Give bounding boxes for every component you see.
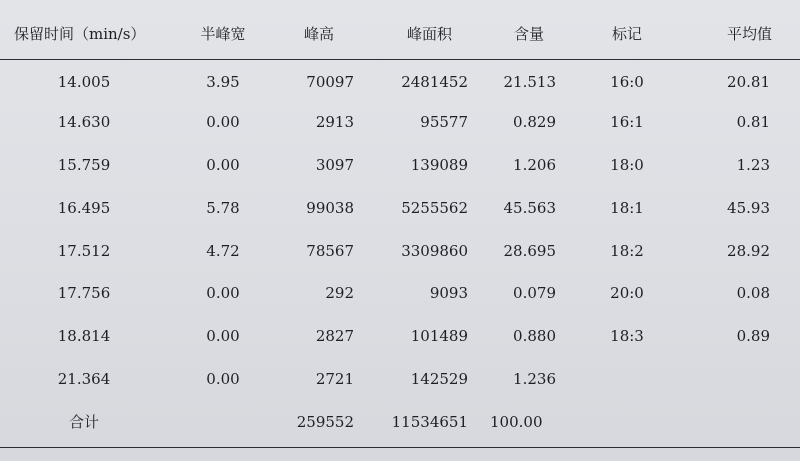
cell-half-peak-width: 0.00 — [206, 155, 240, 174]
cell-retention-time: 15.759 — [57, 155, 111, 174]
cell-retention-time: 16.495 — [57, 198, 111, 217]
table-total-row — [0, 400, 800, 443]
peak-data-table — [0, 8, 800, 443]
cell-average: 45.93 — [727, 198, 770, 217]
cell-mark: 18:2 — [610, 241, 644, 260]
cell-content: 28.695 — [503, 241, 556, 260]
cell-retention-time: 14.005 — [57, 73, 111, 92]
header-average: 平均值 — [726, 24, 772, 43]
cell-peak-height: 2827 — [315, 327, 354, 346]
header-retention-time: 保留时间（min/s） — [14, 24, 146, 43]
cell-content: 45.563 — [503, 198, 556, 217]
cell-peak-height: 99038 — [306, 198, 354, 217]
cell-content: 1.206 — [513, 155, 556, 174]
cell-half-peak-width: 4.72 — [206, 241, 240, 260]
cell-mark: 18:1 — [610, 198, 644, 217]
total-half-peak-width-empty — [168, 400, 278, 443]
cell-peak-area: 139089 — [410, 155, 468, 174]
cell-peak-height: 292 — [325, 284, 354, 303]
total-mark-empty — [584, 400, 670, 443]
table-header-row — [0, 8, 800, 58]
cell-peak-height: 2913 — [315, 113, 354, 132]
header-mark: 标记 — [611, 24, 642, 43]
cell-peak-area: 9093 — [429, 284, 468, 303]
cell-average: 1.23 — [736, 155, 770, 174]
header-content: 含量 — [513, 24, 544, 43]
cell-retention-time: 14.630 — [57, 113, 111, 132]
cell-average: 28.92 — [727, 241, 770, 260]
cell-content: 0.880 — [513, 327, 556, 346]
cell-content: 0.829 — [513, 113, 556, 132]
cell-half-peak-width: 0.00 — [206, 113, 240, 132]
cell-peak-area: 101489 — [410, 327, 468, 346]
total-average-empty — [670, 400, 800, 443]
cell-average: 0.08 — [736, 284, 770, 303]
total-content: 100.00 — [490, 412, 543, 431]
table-row — [0, 101, 800, 144]
cell-mark: 18:3 — [610, 327, 644, 346]
table-row — [0, 358, 800, 401]
cell-peak-height: 2721 — [315, 369, 354, 388]
table-bottom-rule — [0, 447, 800, 448]
cell-peak-area: 3309860 — [401, 241, 468, 260]
cell-retention-time: 18.814 — [57, 327, 111, 346]
table-row — [0, 315, 800, 358]
cell-peak-height: 3097 — [315, 155, 354, 174]
cell-peak-area: 95577 — [420, 113, 468, 132]
cell-average: 20.81 — [727, 73, 770, 92]
table-row — [0, 229, 800, 272]
table-row — [0, 186, 800, 229]
table-row — [0, 272, 800, 315]
header-peak-height: 峰高 — [303, 24, 334, 43]
cell-peak-area: 2481452 — [401, 73, 468, 92]
cell-peak-area: 142529 — [410, 369, 468, 388]
total-peak-height: 259552 — [296, 412, 354, 431]
cell-peak-height: 70097 — [306, 73, 354, 92]
cell-average: 0.89 — [736, 327, 770, 346]
cell-average — [670, 358, 800, 401]
cell-mark: 16:0 — [610, 73, 644, 92]
cell-retention-time: 21.364 — [57, 369, 111, 388]
cell-peak-height: 78567 — [306, 241, 354, 260]
total-peak-area: 11534651 — [391, 412, 468, 431]
header-half-peak-width: 半峰宽 — [200, 24, 246, 43]
cell-peak-area: 5255562 — [401, 198, 468, 217]
cell-mark — [584, 358, 670, 401]
cell-half-peak-width: 3.95 — [206, 73, 240, 92]
cell-retention-time: 17.756 — [57, 284, 111, 303]
cell-average: 0.81 — [736, 113, 770, 132]
header-peak-area: 峰面积 — [406, 24, 452, 43]
cell-half-peak-width: 0.00 — [206, 369, 240, 388]
table-row — [0, 144, 800, 187]
cell-mark: 20:0 — [610, 284, 644, 303]
table-row — [0, 58, 800, 101]
cell-mark: 16:1 — [610, 113, 644, 132]
header-rule — [0, 59, 800, 60]
cell-content: 1.236 — [513, 369, 556, 388]
total-label: 合计 — [68, 413, 99, 432]
cell-content: 21.513 — [503, 73, 556, 92]
cell-mark: 18:0 — [610, 155, 644, 174]
cell-half-peak-width: 5.78 — [206, 198, 240, 217]
cell-half-peak-width: 0.00 — [206, 284, 240, 303]
cell-content: 0.079 — [513, 284, 556, 303]
cell-half-peak-width: 0.00 — [206, 327, 240, 346]
cell-retention-time: 17.512 — [57, 241, 111, 260]
